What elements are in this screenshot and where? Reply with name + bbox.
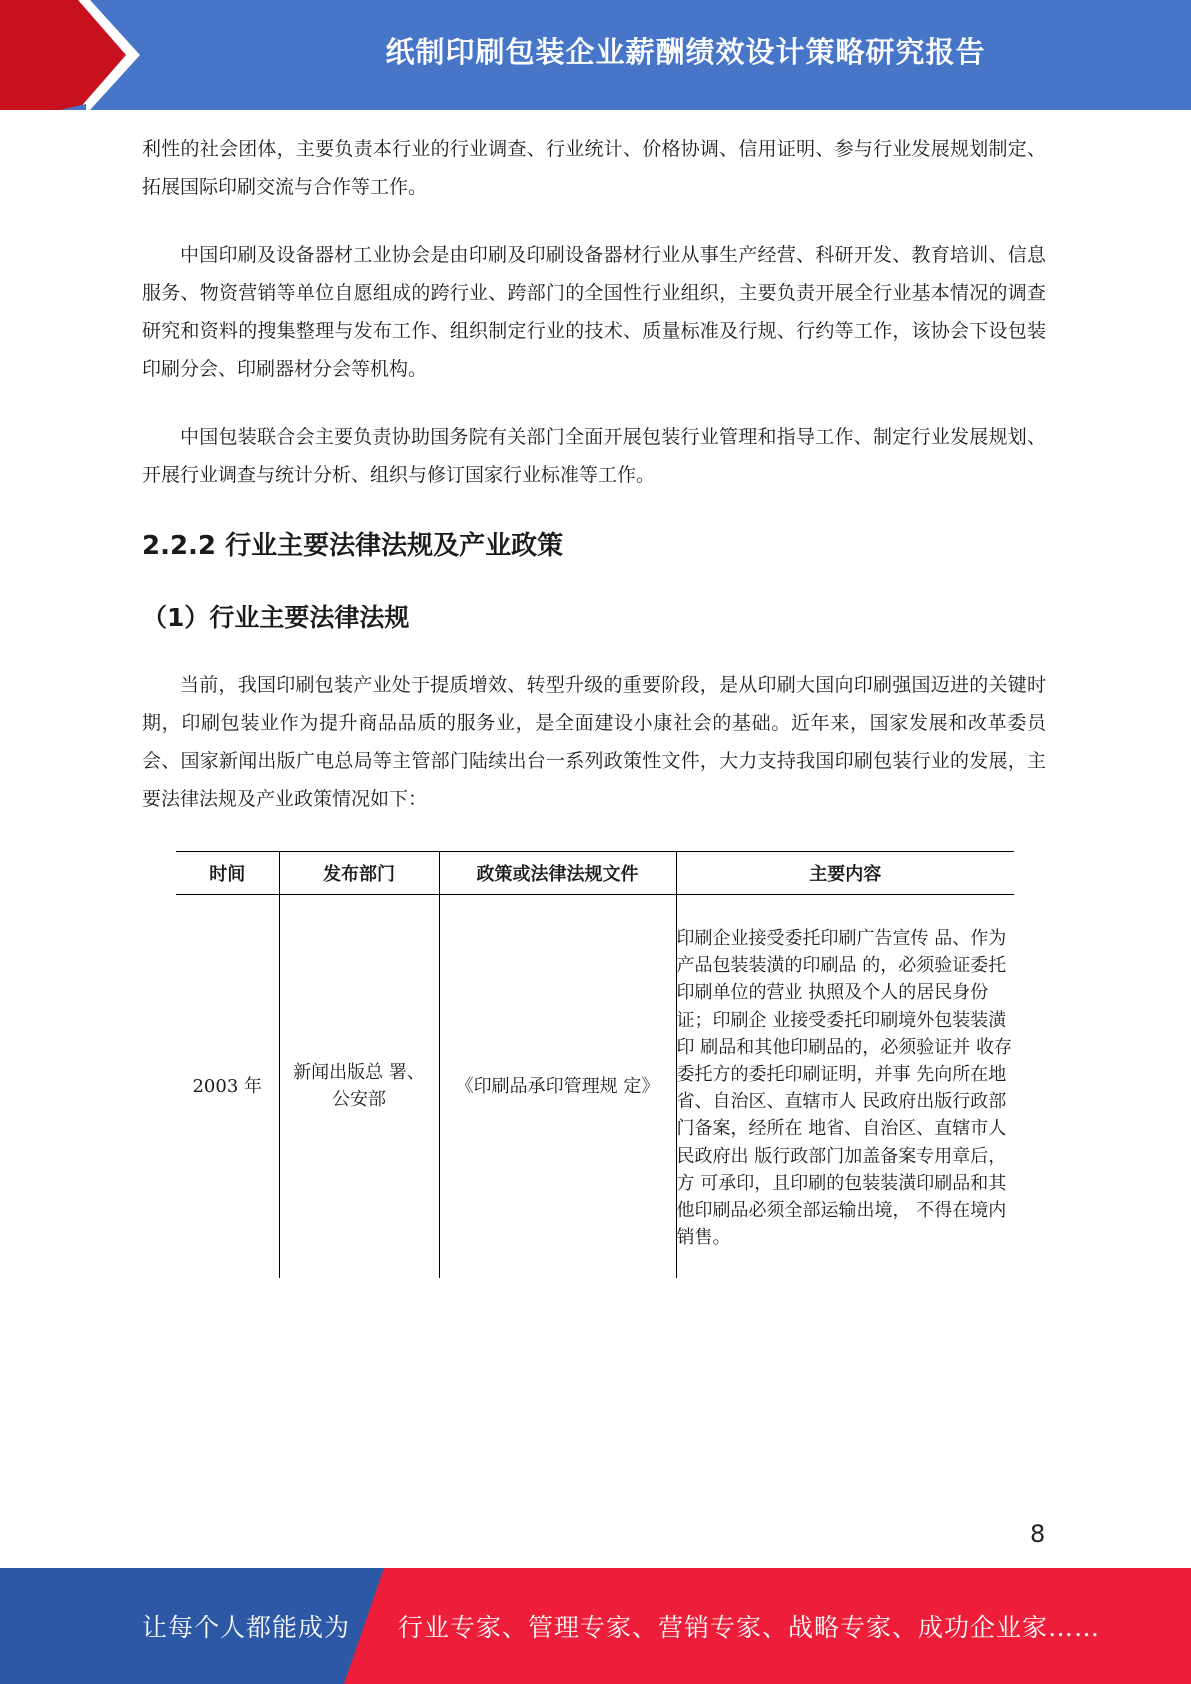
column-header-time: 时间 <box>176 852 279 895</box>
report-title: 纸制印刷包装企业薪酬绩效设计策略研究报告 <box>385 34 986 69</box>
section-heading: 2.2.2 行业主要法律法规及产业政策 <box>142 531 564 561</box>
page-footer <box>0 1568 1191 1684</box>
table-row <box>176 895 1014 1278</box>
column-header-content: 主要内容 <box>676 852 1014 895</box>
paragraph-4: 当前，我国印刷包装产业处于提质增效、转型升级的重要阶段，是从印刷大国向印刷强国迈进的关键时期，印刷包装业作为提升商品品质的服务业，是全面建设小康社会的基础。近年来，国家发展和改革委员会、国家新闻出版广电总局等主管部门陆续出台一系列政策性文件，大力支持我国印刷包装行业的发展，主要法律法规及产业政策情况如下： <box>142 674 1046 810</box>
chevron-arrow-icon <box>0 0 160 110</box>
page-header <box>0 0 1191 110</box>
body-content <box>142 130 1046 818</box>
page-number: 8 <box>1030 1520 1046 1548</box>
policy-table <box>176 851 1014 1278</box>
cell-doc: 《印刷品承印管理规 定》 <box>439 895 676 1278</box>
column-header-doc: 政策或法律法规文件 <box>439 852 676 895</box>
cell-time: 2003 年 <box>192 1075 263 1097</box>
column-header-dept: 发布部门 <box>279 852 439 895</box>
cell-content: 印刷企业接受委托印刷广告宣传 品、作为产品包装装潢的印刷品 的，必须验证委托印刷单位的营业 执照及个人的居民身份证；印刷企 业接受委托印刷境外包装装潢印 刷品和其他印刷品的，必须验证并 收存委托方的委托印刷证明，并事 先向所在地省、自治区、直辖市人 民政府出版行政部门备案，经所在 地省、自治区、直辖市人民政府出 版行政部门加盖备案专用章后，方 可承印，且印刷的包装装潢印刷品和其他印刷品必须全部运输出境， 不得在境内销售。 <box>676 895 1014 1278</box>
table-header-row <box>176 852 1014 895</box>
footer-slogan-right: 行业专家、管理专家、营销专家、战略专家、成功企业家…… <box>398 1613 1101 1642</box>
sub-heading: （1）行业主要法律法规 <box>142 603 410 632</box>
cell-dept: 新闻出版总 署、公安部 <box>279 895 439 1278</box>
paragraph-1: 利性的社会团体，主要负责本行业的行业调查、行业统计、价格协调、信用证明、参与行业发展规划制定、拓展国际印刷交流与合作等工作。 <box>142 138 1046 198</box>
paragraph-3: 中国包装联合会主要负责协助国务院有关部门全面开展包装行业管理和指导工作、制定行业发展规划、开展行业调查与统计分析、组织与修订国家行业标准等工作。 <box>142 426 1046 486</box>
paragraph-2: 中国印刷及设备器材工业协会是由印刷及印刷设备器材行业从事生产经营、科研开发、教育培训、信息服务、物资营销等单位自愿组成的跨行业、跨部门的全国性行业组织，主要负责开展全行业基本情况的调查研究和资料的搜集整理与发布工作、组织制定行业的技术、质量标准及行规、行约等工作，该协会下设包装印刷分会、印刷器材分会等机构。 <box>142 244 1046 380</box>
footer-slogan-left: 让每个人都能成为 <box>142 1613 351 1642</box>
